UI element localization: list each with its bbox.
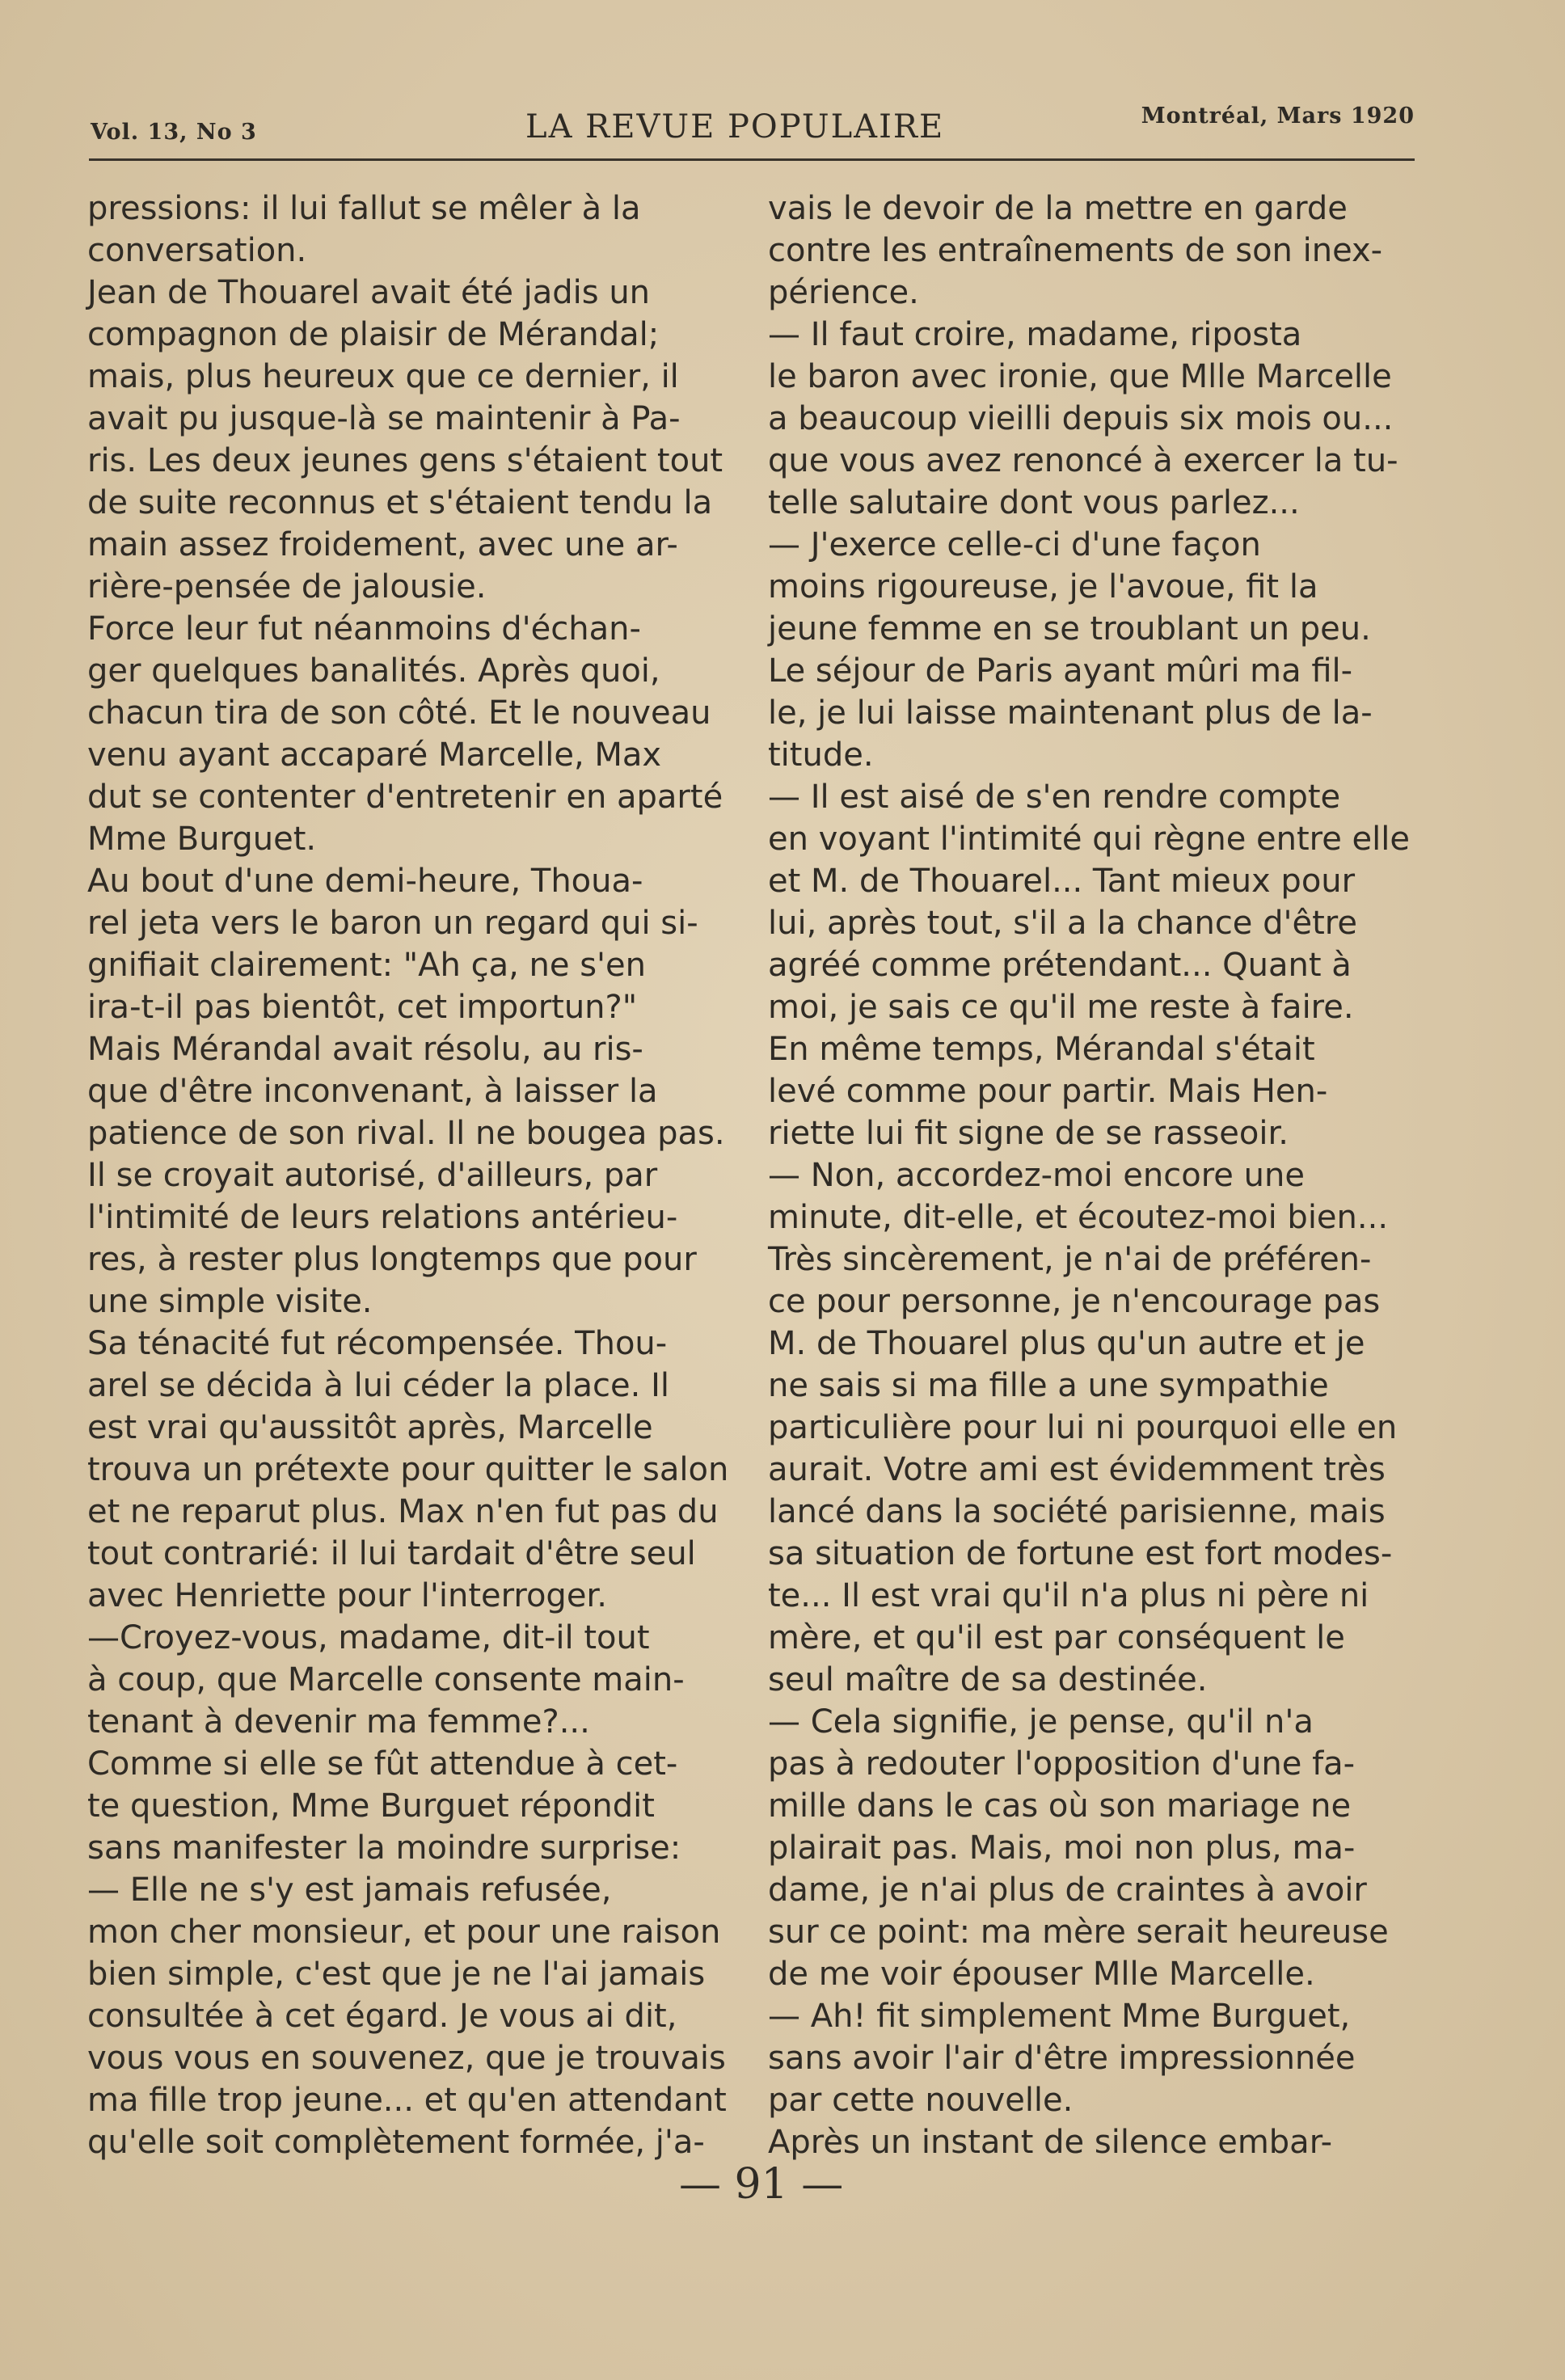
text-line: ce pour personne, je n'encourage pas — [768, 1283, 1381, 1320]
text-line: telle salutaire dont vous parlez... — [768, 484, 1300, 521]
text-line: pas à redouter l'opposition d'une fa- — [768, 1745, 1356, 1783]
text-line: périence. — [768, 274, 919, 311]
text-line: — Elle ne s'y est jamais refusée, — [87, 1872, 612, 1909]
text-line: Très sincèrement, je n'ai de préféren- — [768, 1241, 1372, 1278]
text-line: de me voir épouser Mlle Marcelle. — [768, 1956, 1315, 1993]
text-line: patience de son rival. Il ne bougea pas. — [87, 1115, 725, 1152]
text-line: avait pu jusque-là se maintenir à Pa- — [87, 400, 681, 437]
text-line: dame, je n'ai plus de craintes à avoir — [768, 1872, 1367, 1909]
text-line: rel jeta vers le baron un regard qui si- — [87, 905, 698, 942]
text-line: particulière pour lui ni pourquoi elle en — [768, 1409, 1398, 1446]
text-line: que d'être inconvenant, à laisser la — [87, 1073, 658, 1110]
text-line: plairait pas. Mais, moi non plus, ma- — [768, 1829, 1356, 1867]
text-line: mille dans le cas où son mariage ne — [768, 1787, 1352, 1825]
text-line: ris. Les deux jeunes gens s'étaient tout — [87, 442, 723, 479]
text-line: — Il est aisé de s'en rendre compte — [768, 779, 1341, 816]
text-line: — J'exerce celle-ci d'une façon — [768, 526, 1261, 563]
text-line: te question, Mme Burguet répondit — [87, 1787, 655, 1825]
text-line: tenant à devenir ma femme?... — [87, 1703, 590, 1741]
text-line: en voyant l'intimité qui règne entre elle — [768, 821, 1411, 858]
text-line: main assez froidement, avec une ar- — [87, 526, 678, 563]
text-line: qu'elle soit complètement formée, j'a- — [87, 2124, 705, 2161]
text-line: venu ayant accaparé Marcelle, Max — [87, 736, 662, 774]
text-line: — Il faut croire, madame, riposta — [768, 316, 1302, 353]
text-line: — Non, accordez-moi encore une — [768, 1157, 1305, 1194]
text-line: ne sais si ma fille a une sympathie — [768, 1367, 1329, 1404]
text-line: dut se contenter d'entretenir en aparté — [87, 779, 723, 816]
text-line: Sa ténacité fut récompensée. Thou- — [87, 1325, 668, 1362]
text-line: — Cela signifie, je pense, qu'il n'a — [768, 1703, 1314, 1741]
text-line: te... Il est vrai qu'il n'a plus ni père ni — [768, 1577, 1369, 1614]
text-line: est vrai qu'aussitôt après, Marcelle — [87, 1409, 653, 1446]
text-line: ma fille trop jeune... et qu'en attendant — [87, 2082, 727, 2119]
text-line: Comme si elle se fût attendue à cet- — [87, 1745, 678, 1783]
text-line: que vous avez renoncé à exercer la tu- — [768, 442, 1398, 479]
page-number: — 91 — — [679, 2160, 844, 2209]
text-line: conversation. — [87, 232, 307, 269]
text-line: sa situation de fortune est fort modes- — [768, 1535, 1393, 1572]
text-line: mère, et qu'il est par conséquent le — [768, 1619, 1345, 1656]
text-line: titude. — [768, 736, 874, 774]
text-line: moi, je sais ce qu'il me reste à faire. — [768, 989, 1354, 1026]
text-line: lui, après tout, s'il a la chance d'être — [768, 905, 1357, 942]
text-line: Jean de Thouarel avait été jadis un — [87, 274, 651, 311]
running-header — [89, 97, 1415, 154]
text-line: vais le devoir de la mettre en garde — [768, 190, 1348, 227]
text-line: ger quelques banalités. Après quoi, — [87, 652, 660, 690]
text-line: et ne reparut plus. Max n'en fut pas du — [87, 1493, 719, 1530]
text-line: par cette nouvelle. — [768, 2082, 1074, 2119]
text-line: avec Henriette pour l'interroger. — [87, 1577, 607, 1614]
text-line: sans avoir l'air d'être impressionnée — [768, 2040, 1356, 2077]
text-line: sans manifester la moindre surprise: — [87, 1829, 681, 1867]
text-line: mon cher monsieur, et pour une raison — [87, 1914, 721, 1951]
text-line: le, je lui laisse maintenant plus de la- — [768, 694, 1373, 732]
text-line: et M. de Thouarel... Tant mieux pour — [768, 863, 1356, 900]
text-column-right — [768, 188, 1415, 2163]
text-line: rière-pensée de jalousie. — [87, 568, 487, 606]
text-column-left — [87, 188, 731, 2163]
text-line: pressions: il lui fallut se mêler à la — [87, 190, 641, 227]
text-line: agréé comme prétendant... Quant à — [768, 947, 1352, 984]
text-line: ira-t-il pas bientôt, cet importun?" — [87, 989, 638, 1026]
text-line: levé comme pour partir. Mais Hen- — [768, 1073, 1328, 1110]
text-line: bien simple, c'est que je ne l'ai jamais — [87, 1956, 706, 1993]
text-line: Mais Mérandal avait résolu, au ris- — [87, 1031, 643, 1068]
text-line: compagnon de plaisir de Mérandal; — [87, 316, 660, 353]
text-line: sur ce point: ma mère serait heureuse — [768, 1914, 1389, 1951]
text-line: arel se décida à lui céder la place. Il — [87, 1367, 669, 1404]
text-line: Force leur fut néanmoins d'échan- — [87, 610, 641, 648]
text-line: le baron avec ironie, que Mlle Marcelle — [768, 358, 1392, 395]
text-line: minute, dit-elle, et écoutez-moi bien... — [768, 1199, 1389, 1236]
text-line: Au bout d'une demi-heure, Thoua- — [87, 863, 643, 900]
text-line: trouva un prétexte pour quitter le salon — [87, 1451, 729, 1488]
text-line: riette lui fit signe de se rasseoir. — [768, 1115, 1289, 1152]
text-line: mais, plus heureux que ce dernier, il — [87, 358, 679, 395]
text-line: Après un instant de silence embar- — [768, 2124, 1333, 2161]
text-line: Mme Burguet. — [87, 821, 317, 858]
text-line: jeune femme en se troublant un peu. — [768, 610, 1371, 648]
text-line: une simple visite. — [87, 1283, 373, 1320]
publication-title: LA REVUE POPULAIRE — [525, 108, 945, 146]
text-line: vous vous en souvenez, que je trouvais — [87, 2040, 726, 2077]
text-line: tout contrarié: il lui tardait d'être seul — [87, 1535, 696, 1572]
text-line: gnifiait clairement: "Ah ça, ne s'en — [87, 947, 647, 984]
text-line: chacun tira de son côté. Et le nouveau — [87, 694, 711, 732]
text-line: Le séjour de Paris ayant mûri ma fil- — [768, 652, 1353, 690]
text-line: a beaucoup vieilli depuis six mois ou... — [768, 400, 1394, 437]
text-line: à coup, que Marcelle consente main- — [87, 1661, 685, 1698]
place-date: Montréal, Mars 1920 — [1141, 103, 1415, 129]
text-line: l'intimité de leurs relations antérieu- — [87, 1199, 678, 1236]
text-line: consultée à cet égard. Je vous ai dit, — [87, 1998, 677, 2035]
text-line: seul maître de sa destinée. — [768, 1661, 1208, 1698]
text-line: —Croyez-vous, madame, dit-il tout — [87, 1619, 650, 1656]
text-line: — Ah! fit simplement Mme Burguet, — [768, 1998, 1351, 2035]
text-line: contre les entraînements de son inex- — [768, 232, 1383, 269]
text-line: res, à rester plus longtemps que pour — [87, 1241, 697, 1278]
text-line: aurait. Votre ami est évidemment très — [768, 1451, 1386, 1488]
text-line: En même temps, Mérandal s'était — [768, 1031, 1315, 1068]
text-line: de suite reconnus et s'étaient tendu la — [87, 484, 713, 521]
text-line: moins rigoureuse, je l'avoue, fit la — [768, 568, 1318, 606]
volume-number: Vol. 13, No 3 — [91, 120, 257, 145]
text-line: Il se croyait autorisé, d'ailleurs, par — [87, 1157, 658, 1194]
header-rule — [89, 158, 1415, 161]
text-line: lancé dans la société parisienne, mais — [768, 1493, 1386, 1530]
text-line: M. de Thouarel plus qu'un autre et je — [768, 1325, 1365, 1362]
